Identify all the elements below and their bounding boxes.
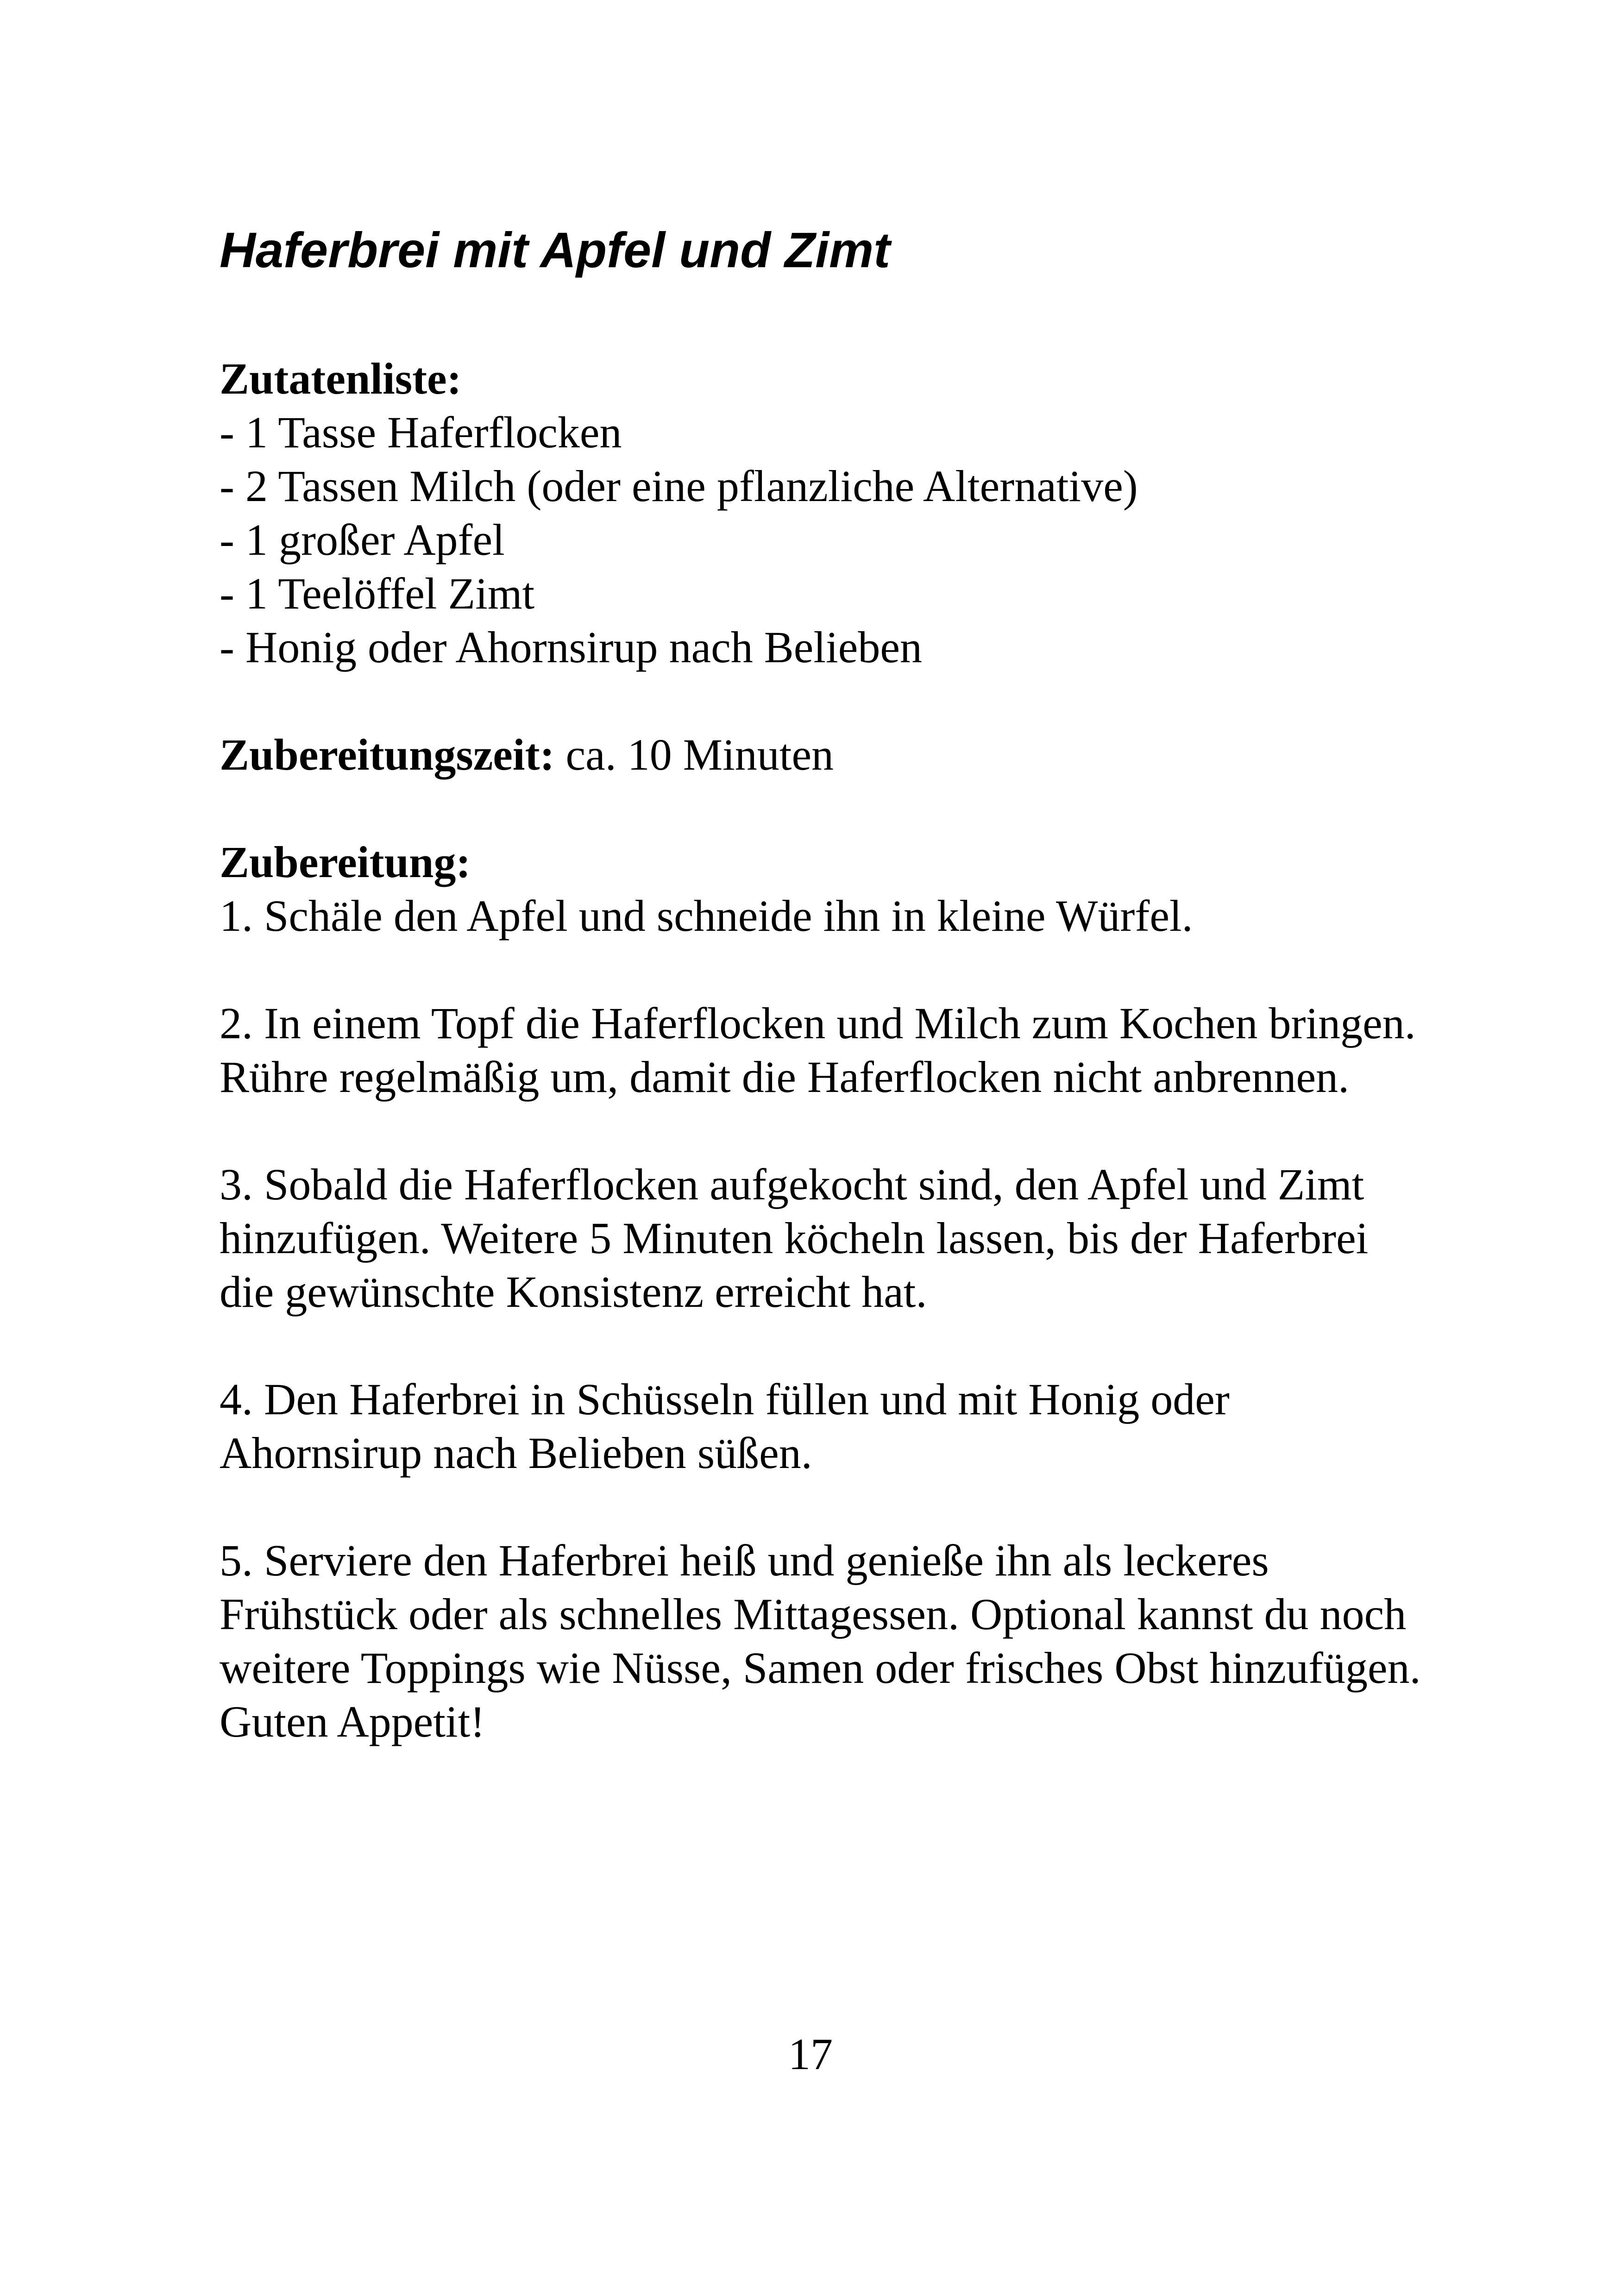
ingredients-heading: Zutatenliste: [220, 354, 462, 403]
steps-heading: Zubereitung: [220, 837, 471, 887]
ingredient-item: - 1 Tasse Haferflocken [220, 408, 622, 457]
step-item: 5. Serviere den Haferbrei heiß und genieße ihn als leckeres Frühstück oder als schnelles Mittagessen. Optional kannst du noch weitere Toppings wie Nüsse, Samen oder frisches Obst hinzufügen. Guten Appetit! [220, 1536, 1421, 1746]
step-item: 3. Sobald die Haferflocken aufgekocht sind, den Apfel und Zimt hinzufügen. Weitere 5 Minuten köcheln lassen, bis der Haferbrei die gewünschte Konsistenz erreicht hat. [220, 1160, 1369, 1317]
ingredient-item: - 1 Teelöffel Zimt [220, 569, 535, 618]
steps-section [220, 835, 1424, 1749]
prep-time-section [220, 728, 1424, 782]
prep-time-value: ca. 10 Minuten [565, 730, 834, 779]
page-number: 17 [788, 2029, 833, 2079]
prep-time-line [220, 728, 1424, 782]
ingredient-item: - 1 großer Apfel [220, 515, 505, 565]
step-item: 1. Schäle den Apfel und schneide ihn in kleine Würfel. [220, 891, 1193, 941]
step-item: 2. In einem Topf die Haferflocken und Milch zum Kochen bringen. Rühre regelmäßig um, damit die Haferflocken nicht anbrennen. [220, 998, 1416, 1102]
prep-time-label: Zubereitungszeit: [220, 730, 555, 779]
ingredient-item: - Honig oder Ahornsirup nach Belieben [220, 622, 922, 672]
ingredients-section [220, 352, 1424, 674]
recipe-title: Haferbrei mit Apfel und Zimt [220, 222, 891, 278]
step-item: 4. Den Haferbrei in Schüsseln füllen und mit Honig oder Ahornsirup nach Belieben süßen. [220, 1374, 1230, 1478]
recipe-content [220, 218, 1424, 1749]
ingredient-item: - 2 Tassen Milch (oder eine pflanzliche Alternative) [220, 461, 1138, 511]
